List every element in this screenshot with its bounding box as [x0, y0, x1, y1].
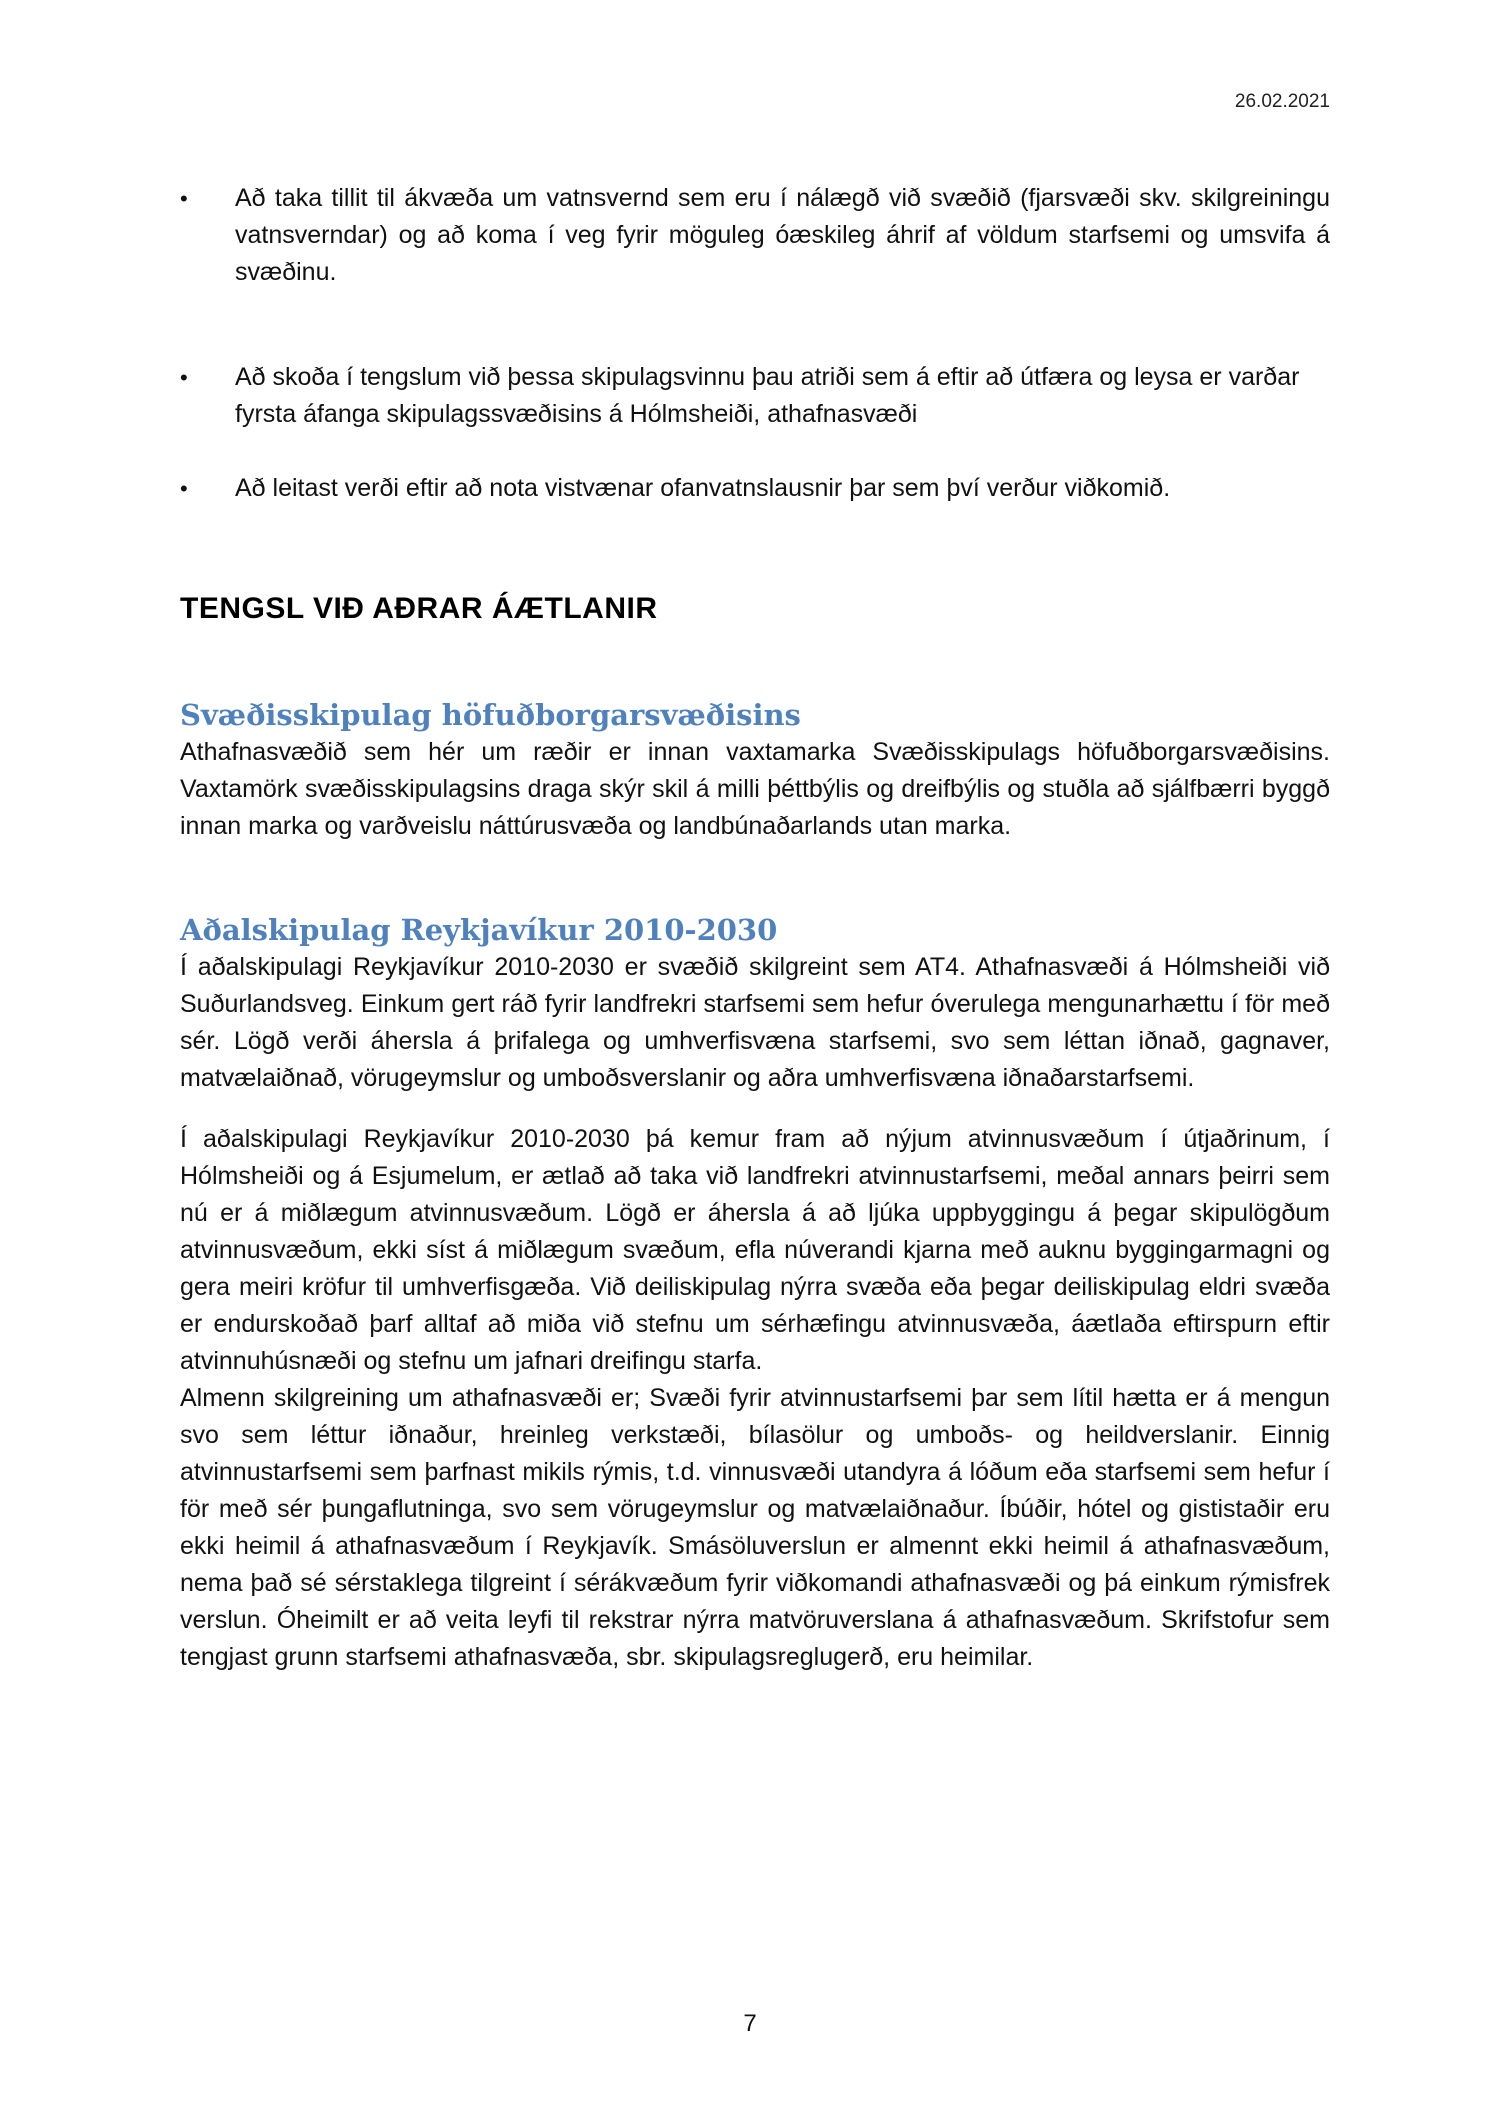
bullet-item	[180, 180, 1330, 291]
subsection-heading: Svæðisskipulag höfuðborgarsvæðisins	[180, 698, 801, 732]
paragraph: Almenn skilgreining um athafnasvæði er; Svæði fyrir atvinnustarfsemi þar sem lítil hætta er á mengun svo sem léttur iðnaður, hreinleg verkstæði, bílasölur og umboðs- og heildverslanir. Einnig atvinnustarfsemi sem þarfnast mikils rýmis, t.d. vinnusvæði utandyra á lóðum eða starfsemi sem hefur í för með sér þungaflutninga, svo sem vörugeymslur og matvælaiðnaður. Íbúðir, hótel og gististaðir eru ekki heimil á athafnasvæðum í Reykjavík. Smásöluverslun er almennt ekki heimil á athafnasvæðum, nema það sé sérstaklega tilgreint í sérákvæðum fyrir viðkomandi athafnasvæði og þá einkum rýmisfrek verslun. Óheimilt er að veita leyfi til rekstrar nýrra matvöruverslana á athafnasvæðum. Skrifstofur sem tengjast grunn starfsemi athafnasvæða, sbr. skipulagsreglugerð, eru heimilar.	[180, 1384, 1330, 1671]
bullet-icon: •	[180, 476, 188, 501]
page-number: 7	[743, 2010, 757, 2037]
bullet-text: Að skoða í tengslum við þessa skipulagsvinnu þau atriði sem á eftir að útfæra og leysa er varðar fyrsta áfanga skipulagssvæðisins á Hólmsheiði, athafnasvæði	[235, 363, 1300, 428]
document-date: 26.02.2021	[1234, 91, 1330, 112]
bullet-text: Að leitast verði eftir að nota vistvænar ofanvatnslausnir þar sem því verður viðkomið.	[235, 474, 1171, 502]
paragraph: Í aðalskipulagi Reykjavíkur 2010-2030 þá kemur fram að nýjum atvinnusvæðum í útjaðrinum, í Hólmsheiði og á Esjumelum, er ætlað að taka við landfrekri atvinnustarfsemi, meðal annars þeirri sem nú er á miðlægum atvinnusvæðum. Lögð er áhersla á að ljúka uppbyggingu á þegar skipulögðum atvinnusvæðum, ekki síst á miðlægum svæðum, efla núverandi kjarna með auknu byggingarmagni og gera meiri kröfur til umhverfisgæða. Við deiliskipulag nýrra svæða eða þegar deiliskipulag eldri svæða er endurskoðað þarf alltaf að miða við stefnu um sérhæfingu atvinnusvæða, áætlaða eftirspurn eftir atvinnuhúsnæði og stefnu um jafnari dreifingu starfa.	[180, 1125, 1330, 1375]
section-heading: TENGSL VIÐ AÐRAR ÁÆTLANIR	[180, 592, 658, 625]
bullet-text: Að taka tillit til ákvæða um vatnsvernd sem eru í nálægð við svæðið (fjarsvæði skv. skilgreiningu vatnsverndar) og að koma í veg fyrir möguleg óæskileg áhrif af völdum starfsemi og umsvifa á svæðinu.	[235, 184, 1330, 286]
page-content	[180, 180, 1330, 1676]
bullet-icon: •	[180, 365, 188, 390]
paragraph: Athafnasvæðið sem hér um ræðir er innan vaxtamarka Svæðisskipulags höfuðborgarsvæðisins. Vaxtamörk svæðisskipulagsins draga skýr skil á milli þéttbýlis og dreifbýlis og stuðla að sjálfbærri byggð innan marka og varðveislu náttúrusvæða og landbúnaðarlands utan marka.	[180, 738, 1330, 840]
paragraph: Í aðalskipulagi Reykjavíkur 2010-2030 er svæðið skilgreint sem AT4. Athafnasvæði á Hólmsheiði við Suðurlandsveg. Einkum gert ráð fyrir landfrekri starfsemi sem hefur óverulega mengunarhættu í för með sér. Lögð verði áhersla á þrifalega og umhverfisvæna starfsemi, svo sem léttan iðnað, gagnaver, matvælaiðnað, vörugeymslur og umboðsverslanir og aðra umhverfisvæna iðnaðarstarfsemi.	[180, 953, 1330, 1092]
bullet-icon: •	[180, 186, 188, 211]
subsection-heading: Aðalskipulag Reykjavíkur 2010-2030	[180, 913, 778, 947]
bullet-item	[180, 470, 1330, 507]
bullet-item	[180, 359, 1330, 433]
